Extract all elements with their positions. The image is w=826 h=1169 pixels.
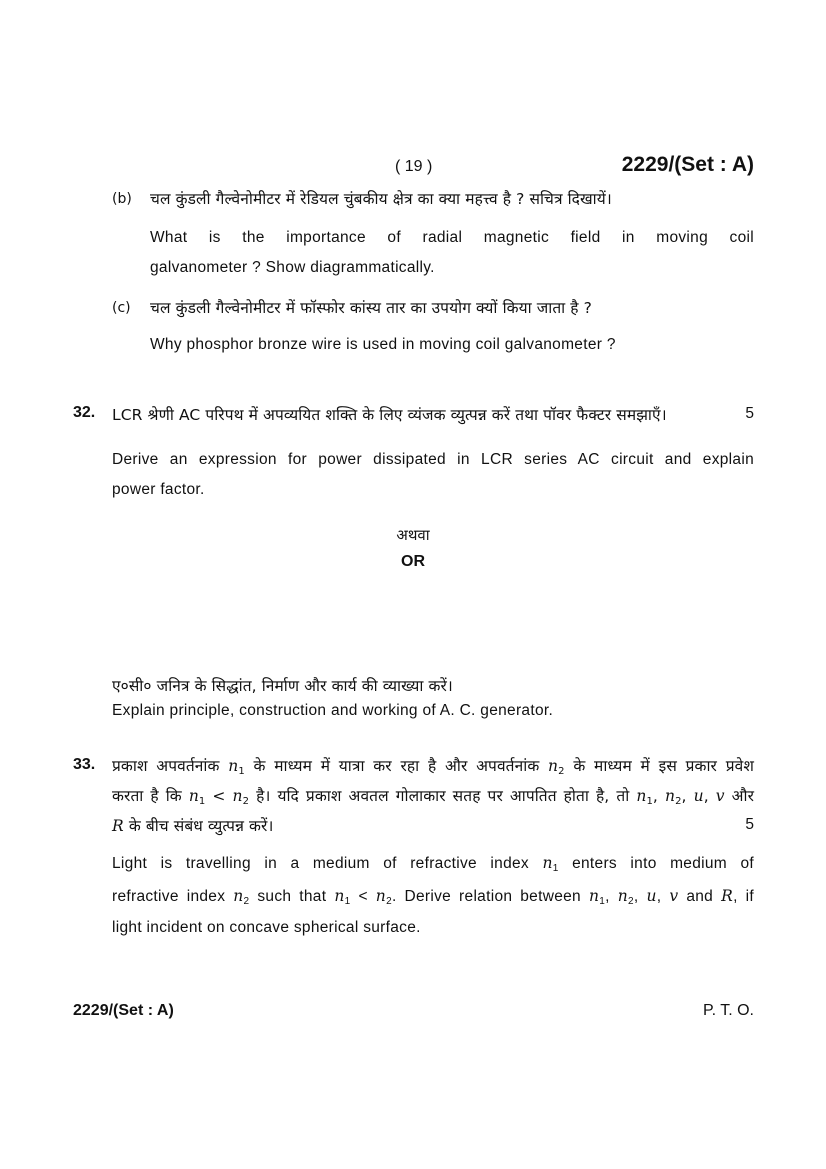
q32-marks: 5	[745, 405, 754, 422]
q31b-label: (b)	[112, 191, 132, 207]
q33-hindi-line2: करता है कि $n_1 < n_2$ है। यदि प्रकाश अवतल गोलाकार सतह पर आपतित होता है, तो $n_1$, $n_2$, u, v और	[112, 787, 755, 807]
footer-set-code: 2229/(Set : A)	[73, 1002, 174, 1019]
q33-hindi-line3-text: के बीच संबंध व्युत्पन्न करें।	[128, 817, 274, 835]
footer-pto: P. T. O.	[703, 1002, 754, 1019]
q33-hindi-line2-b: है। यदि प्रकाश अवतल गोलाकार सतह पर आपतित होता है, तो	[256, 787, 630, 805]
q32-number: 32.	[73, 404, 96, 421]
q33-english-line2-d: and	[686, 888, 714, 905]
q33-hindi-line1-a: प्रकाश अपवर्तनांक	[112, 757, 220, 775]
q33-english-line1: Light is travelling in a medium of refractive index $n_1$ enters into medium of	[112, 854, 755, 874]
q33-hindi-line1-b: के माध्यम में यात्रा कर रहा है और अपवर्तनांक	[253, 757, 540, 775]
q33-hindi-line2-a: करता है कि	[112, 787, 182, 805]
q33-english-line2-c: . Derive relation between	[391, 888, 581, 905]
q31c-english: Why phosphor bronze wire is used in moving coil galvanometer ?	[150, 336, 616, 353]
q32-english-line1: Derive an expression for power dissipated in LCR series AC circuit and explain	[112, 451, 754, 468]
q33-english-line3: light incident on concave spherical surface.	[112, 919, 421, 936]
q33-hindi-line2-c: और	[731, 787, 755, 805]
q31b-hindi: चल कुंडली गैल्वेनोमीटर में रेडियल चुंबकीय क्षेत्र का क्या महत्त्व है ? सचित्र दिखायें।	[150, 190, 612, 208]
q32-alt-english: Explain principle, construction and working of A. C. generator.	[112, 702, 554, 719]
header-set-code: 2229/(Set : A)	[621, 153, 754, 176]
q32-alt-hindi: ए०सी० जनित्र के सिद्धांत, निर्माण और कार्य की व्याख्या करें।	[112, 677, 453, 695]
q33-number: 33.	[73, 756, 96, 773]
q33-hindi-line1: प्रकाश अपवर्तनांक $n_1$ के माध्यम में यात्रा कर रहा है और अपवर्तनांक $n_2$ के माध्यम में इस प्रकार प्रवेश	[112, 757, 754, 777]
q33-english-line1-a: Light is travelling in a medium of refractive index	[112, 855, 529, 872]
page-number: ( 19 )	[395, 158, 433, 175]
q31b-english-line1: What is the importance of radial magnetic field in moving coil	[150, 229, 754, 246]
q33-hindi-line1-c: के माध्यम में इस प्रकार प्रवेश	[573, 757, 754, 775]
q31c-label: (c)	[112, 300, 131, 316]
or-hindi: अथवा	[396, 526, 430, 544]
q32-english-line2: power factor.	[112, 481, 205, 498]
q33-hindi-line3: R के बीच संबंध व्युत्पन्न करें।	[112, 817, 274, 835]
q33-marks: 5	[745, 816, 754, 833]
q33-english-line2-b: such that	[257, 888, 327, 905]
q33-english-line2-a: refractive index	[112, 888, 226, 905]
q31b-english-line2: galvanometer ? Show diagrammatically.	[150, 259, 435, 276]
q32-hindi: LCR श्रेणी AC परिपथ में अपव्ययित शक्ति के लिए व्यंजक व्युत्पन्न करें तथा पॉवर फैक्टर समझाएँ।	[112, 406, 667, 424]
q33-english-line1-b: enters into medium of	[572, 855, 755, 872]
or-english: OR	[401, 553, 425, 570]
q31c-hindi: चल कुंडली गैल्वेनोमीटर में फॉस्फोर कांस्य तार का उपयोग क्यों किया जाता है ?	[150, 299, 592, 317]
q33-english-line2: refractive index $n_2$ such that $n_1 < n_2$. Derive relation between $n_1$, $n_2$, u, v and R, if	[112, 887, 754, 907]
